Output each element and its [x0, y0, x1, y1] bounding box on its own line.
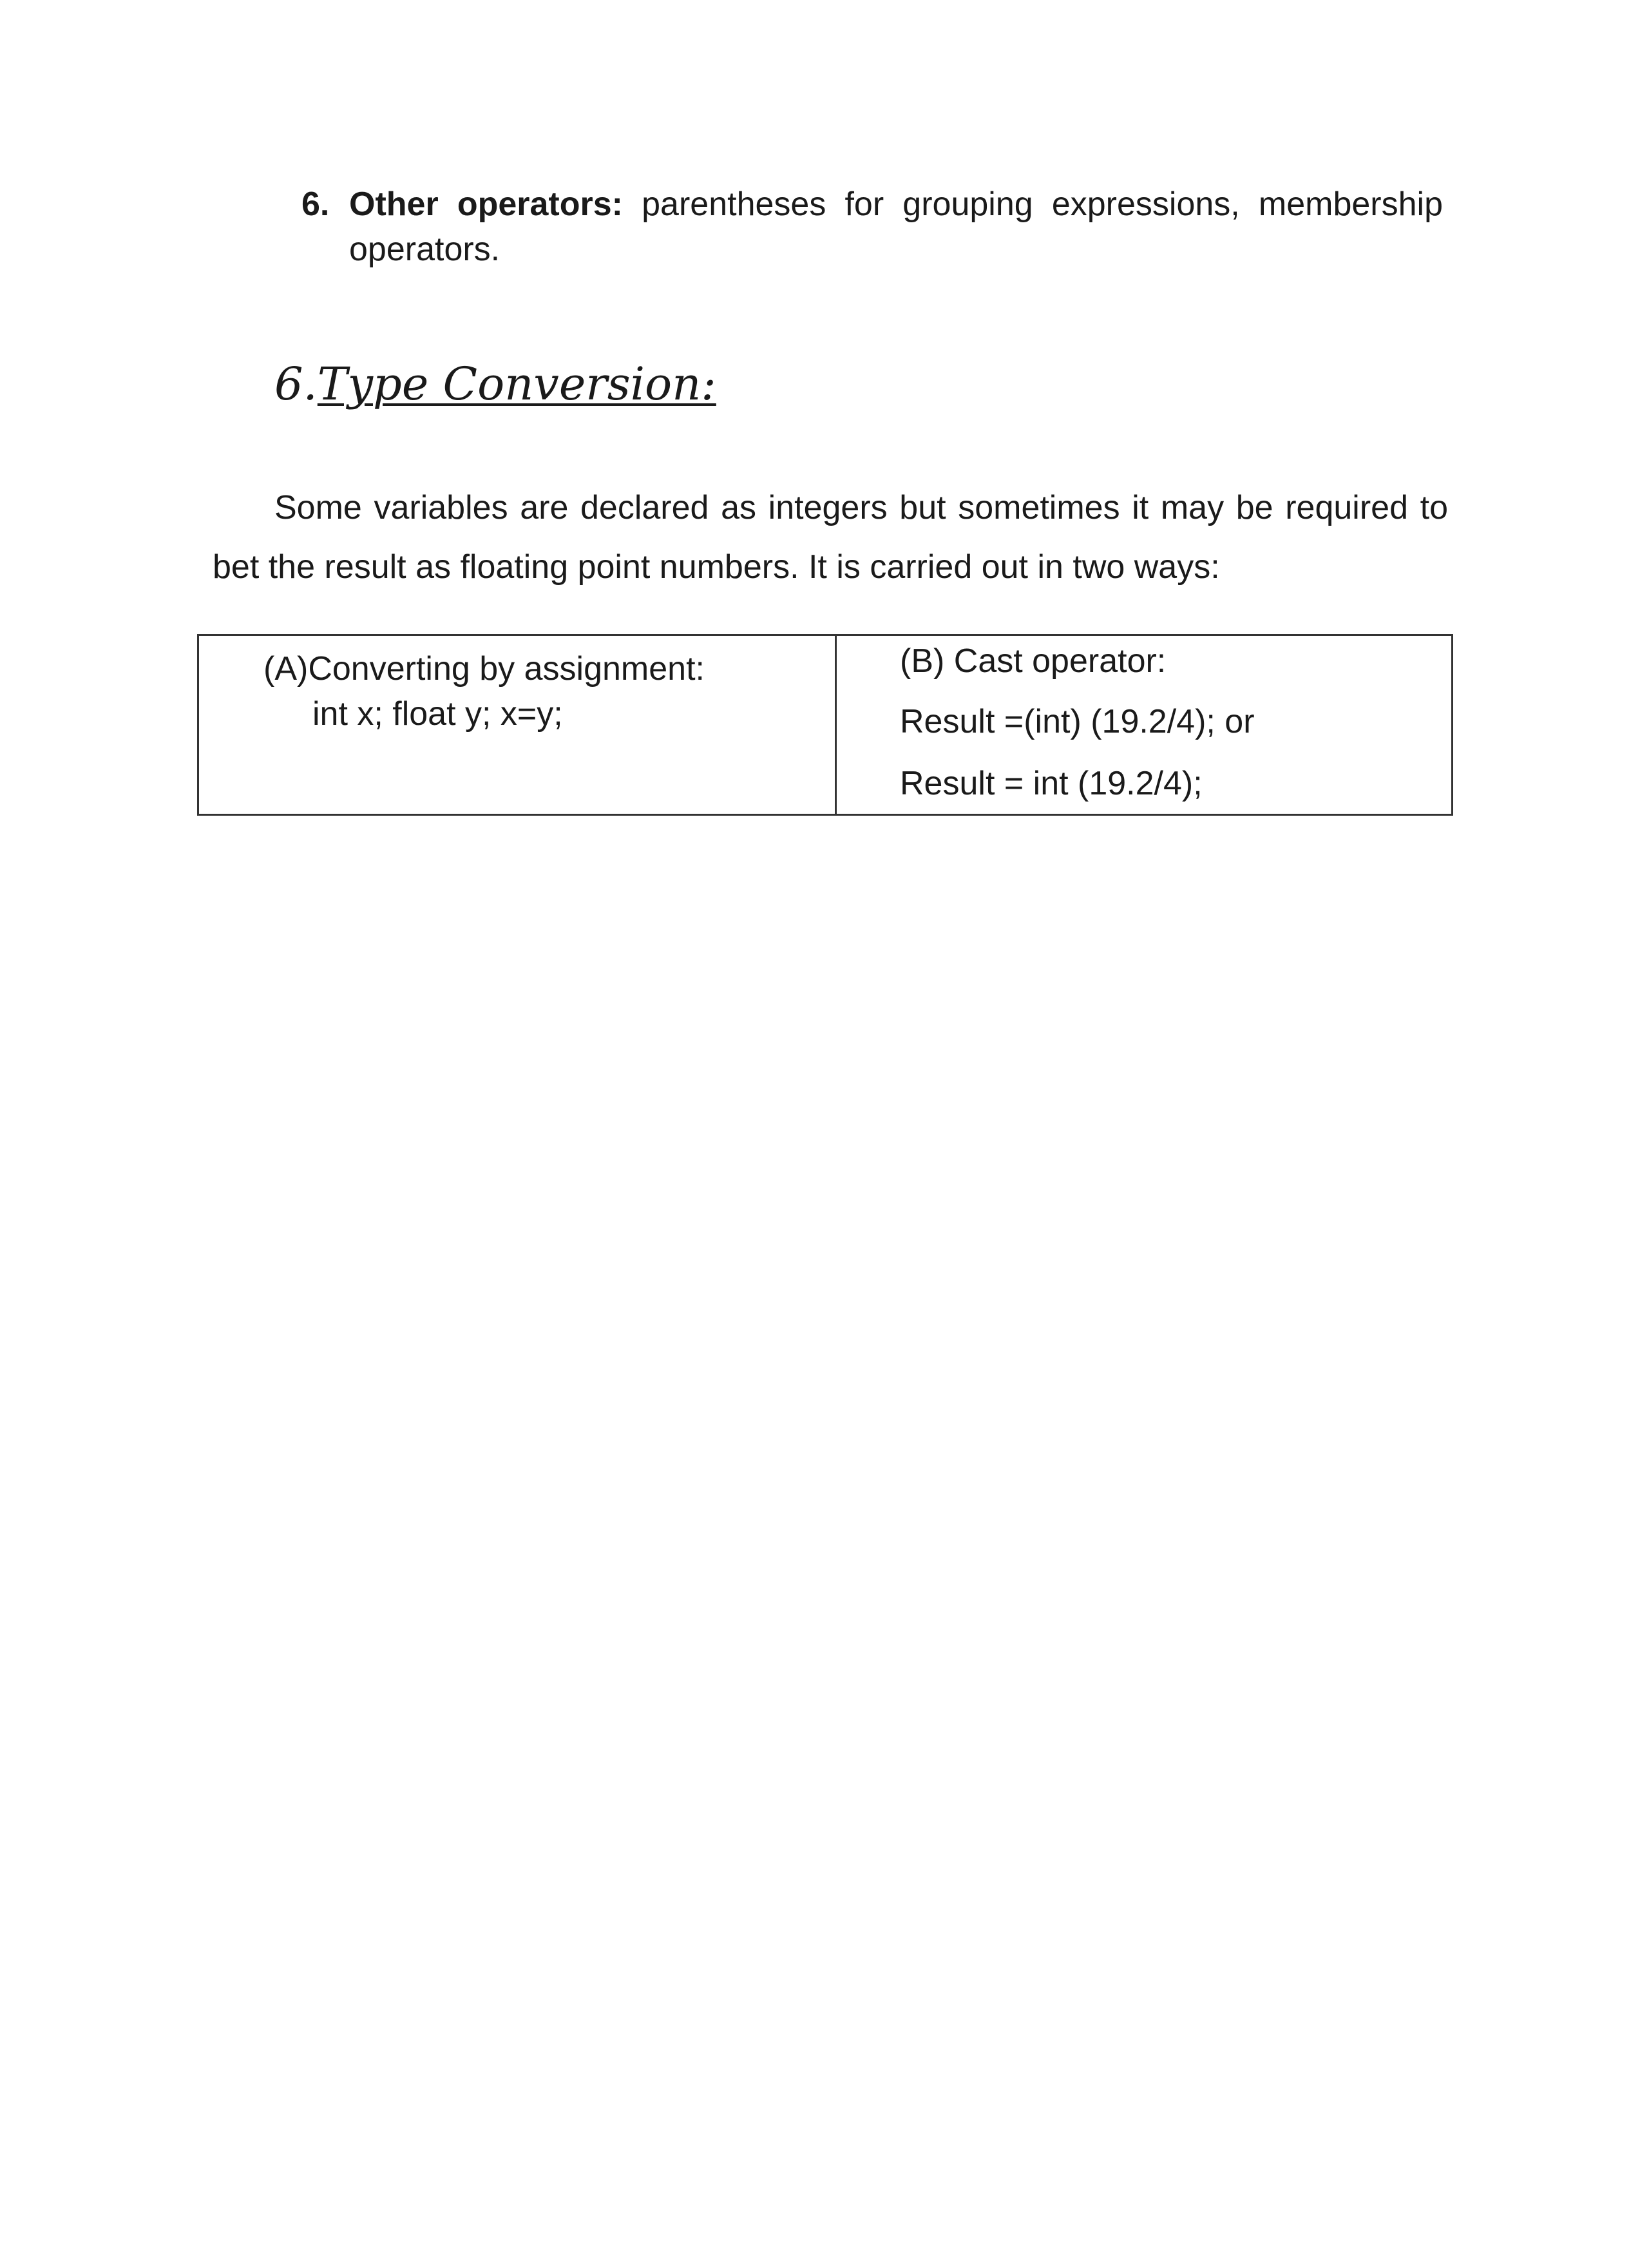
- list-item-other-operators: [301, 182, 1443, 272]
- cast-code-line-2: Result = int (19.2/4);: [900, 765, 1203, 802]
- assignment-code: int x; float y; x=y;: [312, 695, 563, 733]
- intro-paragraph: Some variables are declared as integers but sometimes it may be required to bet the result as floating point numbers. It is carried out in two ways:: [213, 489, 1448, 586]
- section-heading: [274, 353, 716, 415]
- conversion-table: [197, 634, 1453, 816]
- assignment-heading: (A)Converting by assignment:: [263, 650, 705, 687]
- section-title: Type Conversion:: [317, 358, 716, 410]
- list-item-body: [349, 182, 1443, 272]
- list-item-number: 6.: [301, 186, 330, 223]
- cast-code-line-1: Result =(int) (19.2/4); or: [900, 703, 1255, 740]
- section-number: 6.: [274, 358, 318, 410]
- list-item-text: parentheses for grouping expressions, membership operators.: [349, 186, 1443, 268]
- table-cell-assignment: [199, 636, 837, 814]
- table-cell-cast: [837, 636, 1451, 814]
- list-item-lead: Other operators:: [349, 186, 623, 223]
- cast-heading: (B) Cast operator:: [900, 642, 1167, 680]
